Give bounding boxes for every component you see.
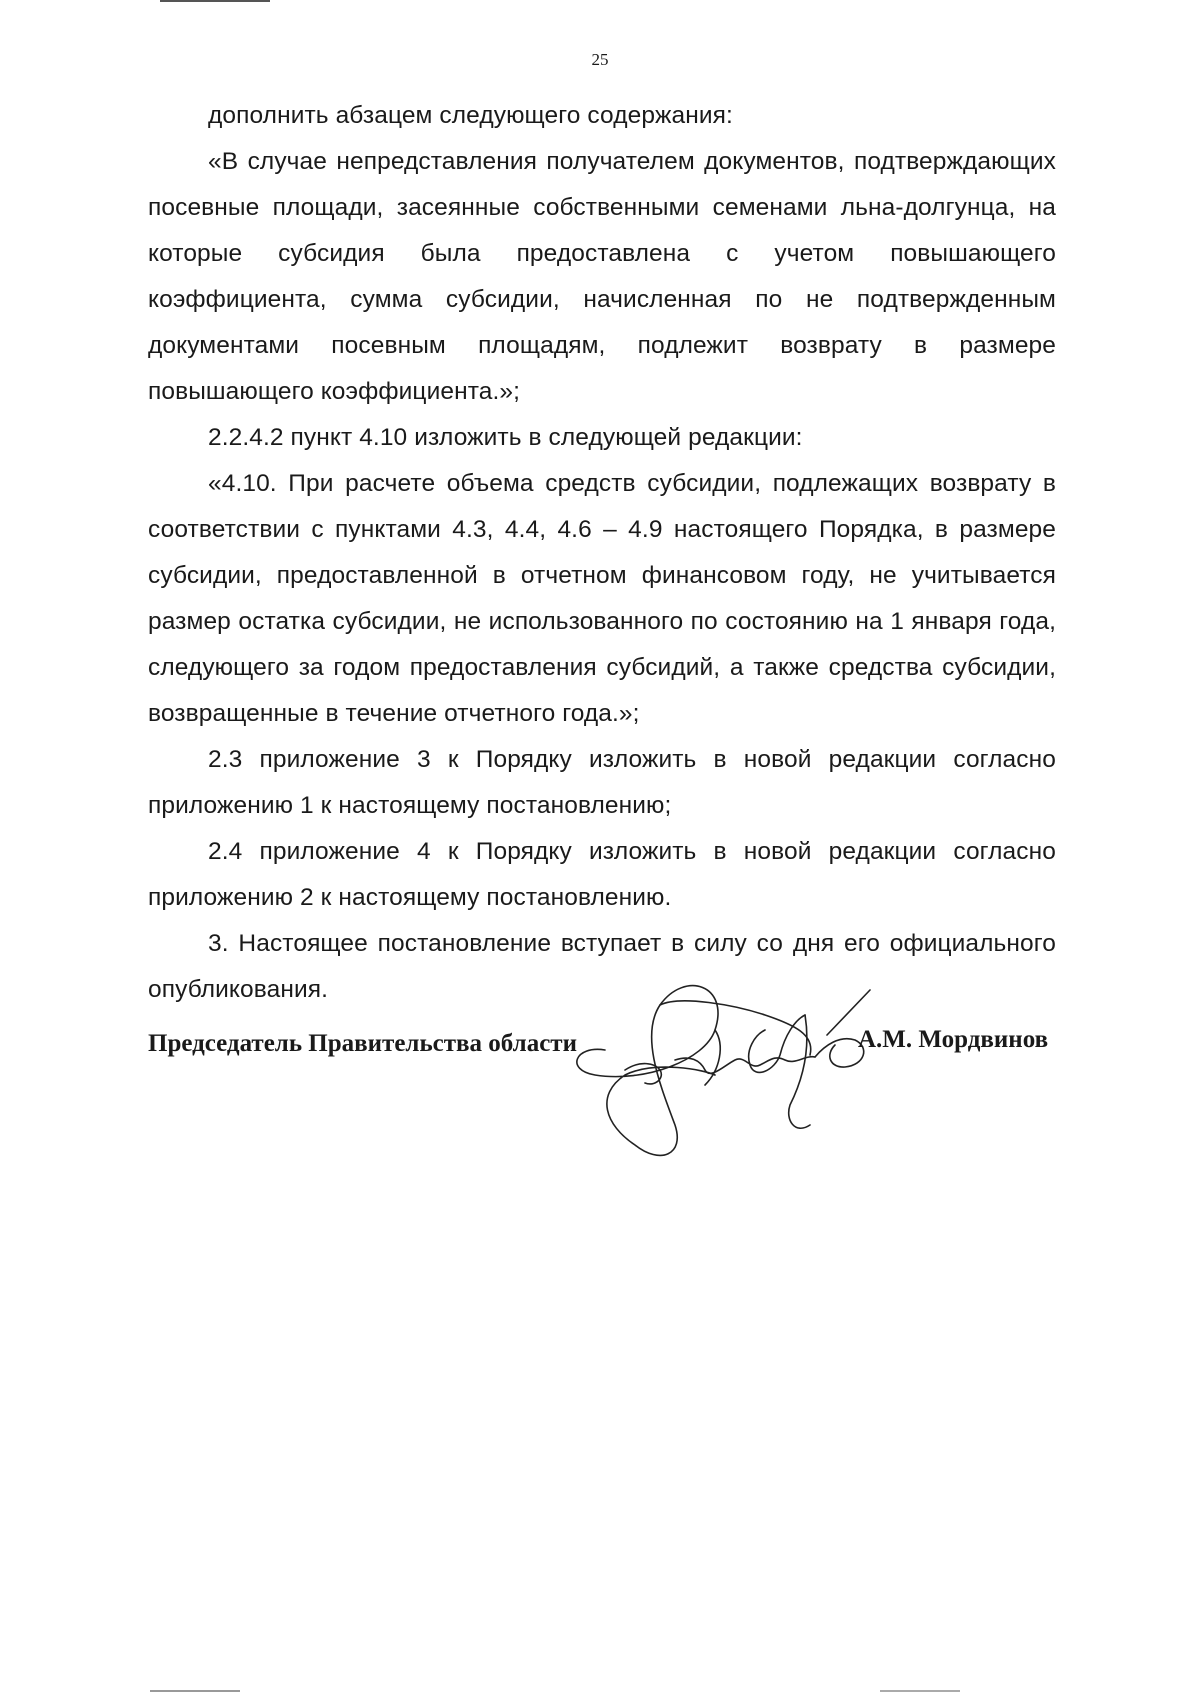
page-number: 25: [591, 50, 609, 69]
paragraph-item-3: 3. Настоящее постановление вступает в силу со дня его официального опубликования.: [148, 930, 1056, 1003]
handwritten-signature: [565, 975, 895, 1175]
paragraph-quote-4-10: «4.10. При расчете объема средств субсидии, подлежащих возврату в соответствии с пунктами 4.3, 4.4, 4.6 – 4.9 настоящего Порядка, в размере субсидии, предоставленной в отчетном финансовом году, не учитывается размер остатка субсидии, не использованного по состоянию на 1 января года, следующего за годом предоставления субсидий, а также средства субсидии, возвращенные в течение отчетного года.»;: [148, 470, 1056, 727]
document-body: [148, 93, 1056, 1013]
scan-mark-bottom-right: [880, 1690, 960, 1692]
scan-mark-top: [160, 0, 270, 2]
scan-mark-bottom-left: [150, 1690, 240, 1692]
paragraph-quote-return: «В случае непредставления получателем документов, подтверждающих посевные площади, засеянные собственными семенами льна-долгунца, на которые субсидия была предоставлена с учетом повышающего коэффициента, сумма субсидии, начисленная по не подтвержденным документами посевным площадям, подлежит возврату в размере повышающего коэффициента.»;: [148, 148, 1056, 405]
paragraph-item-2-4: 2.4 приложение 4 к Порядку изложить в новой редакции согласно приложению 2 к настоящему постановлению.: [148, 838, 1056, 911]
paragraph-intro: дополнить абзацем следующего содержания:: [208, 102, 733, 129]
paragraph-item-2-2-4-2: 2.2.4.2 пункт 4.10 изложить в следующей редакции:: [208, 424, 803, 451]
signatory-title: Председатель Правительства области: [148, 1030, 577, 1057]
paragraph-item-2-3: 2.3 приложение 3 к Порядку изложить в новой редакции согласно приложению 1 к настоящему постановлению;: [148, 746, 1056, 819]
signatory-name: А.М. Мордвинов: [858, 1026, 1049, 1053]
